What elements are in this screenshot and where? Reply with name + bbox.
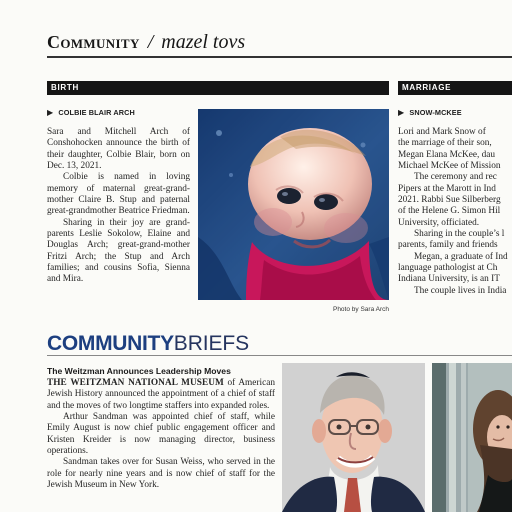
man-portrait-illustration (282, 363, 425, 512)
community-briefs-heading (47, 331, 307, 357)
marriage-category-label: MARRIAGE (402, 83, 452, 92)
community-briefs-heading-light: BRIEFS (173, 332, 250, 355)
section-heading-rule (47, 56, 512, 58)
right-triangle-icon: ▶ (398, 108, 405, 117)
section-heading (47, 31, 467, 55)
marriage-category-bar (398, 81, 512, 95)
marriage-text-line: 2021. Rabbi Sue Silberberg (398, 195, 501, 206)
weitzman-brief-title: The Weitzman Announces Leadership Moves (47, 366, 231, 376)
birth-category-label: BIRTH (51, 83, 79, 92)
birth-paragraph: Sharing in their joy are grand-parents Leslie Sokolow, Elaine and Douglas Arch; great-grand-mother Fritzi Arch; the Stup and Arch families; and cousins Sofia, Sienna and Mira. (47, 217, 190, 285)
weitzman-brief-paragraph: Sandman takes over for Susan Weiss, who served in the role for nearly nine years and is now chief of staff for the Jewish Museum in New York. (47, 457, 275, 491)
marriage-text-line: of the Helene G. Simon Hil (398, 206, 501, 217)
right-triangle-icon: ▶ (47, 108, 54, 117)
marriage-text-line: University, officiated. (398, 217, 480, 228)
woman-portrait-illustration (432, 363, 512, 512)
section-heading-separator: / (147, 31, 154, 53)
marriage-text-line: Lori and Mark Snow of (398, 127, 486, 137)
birth-paragraph: Sara and Mitchell Arch of Conshohocken announce the birth of their daughter, Colbie Blair, born on Dec. 13, 2021. (47, 127, 190, 172)
baby-photo-illustration (198, 109, 389, 300)
birth-photo-credit: Photo by Sara Arch (332, 306, 389, 313)
weitzman-paragraph-rest: of American Jewish History announced the appointment of a chief of staff and the moves of two longtime staffers into expanded roles. (47, 378, 275, 411)
marriage-name-text: SNOW-MCKEE (409, 108, 462, 117)
weitzman-brief-paragraph (47, 378, 275, 412)
marriage-text-line: Megan, a graduate of Ind (414, 251, 508, 262)
birth-paragraph: Colbie is named in loving memory of maternal great-grand-mother Claire B. Stup and paternal great-grandmother Beatrice Friedman. (47, 172, 190, 217)
section-heading-community: Community (47, 32, 140, 52)
marriage-text-line: Megan Elana McKee, dau (398, 149, 496, 160)
marriage-text-line: Michael McKee of Mission (398, 161, 501, 172)
marriage-text-line: language pathologist at Ch (398, 263, 498, 274)
museum-name: THE WEITZMAN NATIONAL MUSEUM (47, 378, 224, 388)
baby-photo (198, 109, 389, 300)
birth-name-text: COLBIE BLAIR ARCH (58, 108, 135, 117)
marriage-text-line: Pipers at the Marott in Ind (398, 183, 496, 194)
community-briefs-heading-bold: COMMUNITY (47, 332, 174, 355)
community-briefs-rule (47, 355, 512, 356)
marriage-announcement-name (398, 108, 462, 117)
marriage-text-line: The couple lives in India (414, 285, 507, 296)
marriage-text-line: parents, family and friends (398, 240, 498, 251)
marriage-text-line: Indiana University, is an IT (398, 274, 500, 285)
marriage-text-line: The ceremony and rec (414, 172, 497, 183)
birth-announcement-name (47, 108, 135, 117)
arthur-sandman-photo (282, 363, 425, 512)
weitzman-brief-text (47, 378, 275, 512)
marriage-text-line: Sharing in the couple’s l (414, 229, 505, 240)
marriage-text-line: the marriage of their son, (398, 138, 492, 149)
marriage-announcement-text (398, 127, 512, 314)
birth-category-bar (47, 81, 389, 95)
section-heading-topic: mazel tovs (161, 31, 246, 53)
weitzman-brief-paragraph: Arthur Sandman was appointed chief of staff, while Emily August is now chief public engagement officer and Kristen Kreider is now managing director, business operations. (47, 412, 275, 457)
birth-announcement-text (47, 127, 190, 286)
staff-portrait-photo (432, 363, 512, 512)
